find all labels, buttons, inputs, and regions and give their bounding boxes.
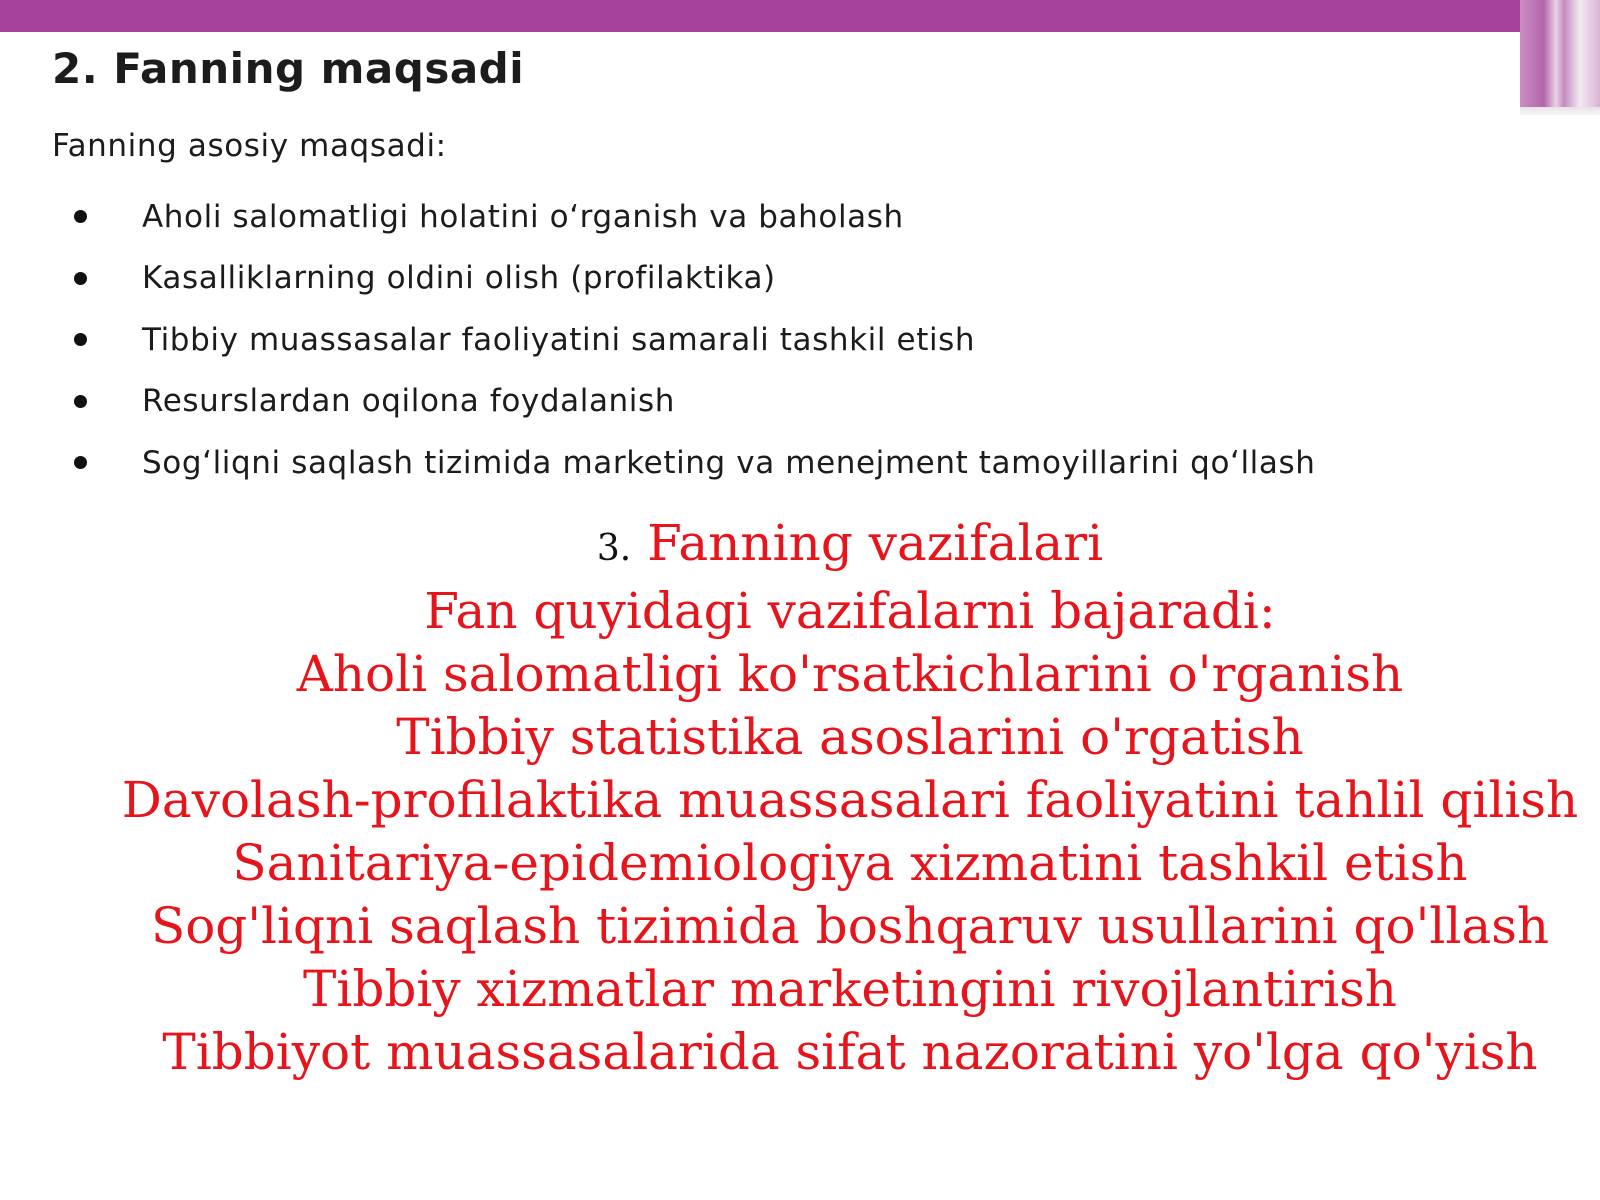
task-item: Tibbiy statistika asoslarini o'rgatish [396, 708, 1304, 766]
task-item: Sog'liqni saqlash tizimida boshqaruv usullarini qo'llash [150, 897, 1550, 955]
tasks-section [120, 512, 1580, 1084]
goal-text: Aholi salomatligi holatini o‘rganish va baholash [142, 198, 904, 235]
goal-text: Kasalliklarning oldini olish (profilaktika) [142, 260, 776, 297]
tasks-heading-text: Fanning vazifalari [647, 514, 1104, 572]
slide-title: 2. Fanning maqsadi [52, 44, 525, 93]
tasks-intro: Fan quyidagi vazifalarni bajaradi: [424, 582, 1276, 640]
bullet-icon [74, 272, 87, 285]
bullet-icon [74, 210, 87, 223]
bullet-icon [74, 395, 87, 408]
goal-text: Resurslardan oqilona foydalanish [142, 383, 676, 420]
tasks-heading [120, 512, 1580, 580]
bullet-icon [74, 456, 87, 469]
tasks-number: 3. [596, 528, 632, 569]
task-item: Tibbiy xizmatlar marketingini rivojlantirish [303, 960, 1397, 1018]
corner-decoration [1520, 0, 1600, 115]
slide-top-bar [0, 0, 1600, 32]
list-item [66, 248, 1316, 310]
list-item [66, 309, 1316, 371]
bullet-icon [74, 333, 87, 346]
task-item: Davolash-profilaktika muassasalari faoliyatini tahlil qilish [121, 771, 1579, 829]
goals-list [66, 186, 1316, 494]
task-item: Sanitariya-epidemiologiya xizmatini tashkil etish [232, 834, 1468, 892]
task-item: Aholi salomatligi ko'rsatkichlarini o'rganish [296, 645, 1404, 703]
list-item [66, 371, 1316, 433]
goals-subtitle: Fanning asosiy maqsadi: [52, 128, 447, 164]
list-item [66, 186, 1316, 248]
goal-text: Sog‘liqni saqlash tizimida marketing va menejment tamoyillarini qo‘llash [142, 444, 1316, 481]
list-item [66, 432, 1316, 494]
task-item: Tibbiyot muassasalarida sifat nazoratini yo'lga qo'yish [162, 1023, 1538, 1081]
goal-text: Tibbiy muassasalar faoliyatini samarali tashkil etish [142, 321, 976, 358]
